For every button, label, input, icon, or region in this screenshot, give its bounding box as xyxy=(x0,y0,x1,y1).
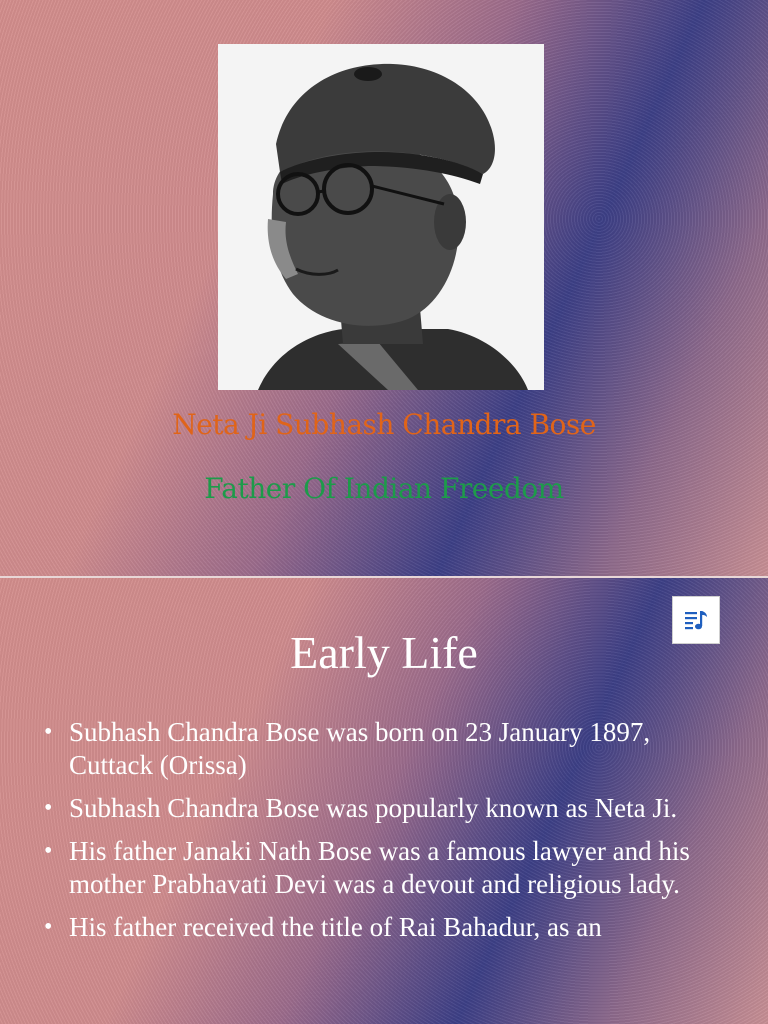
bullet-marker: • xyxy=(44,719,53,745)
portrait-photo xyxy=(218,44,544,390)
portrait-image xyxy=(218,44,544,390)
slide-early-life xyxy=(0,578,768,1024)
bullet-marker: • xyxy=(44,838,53,864)
bullet-text: Subhash Chandra Bose was born on 23 January 1897, Cuttack (Orissa) xyxy=(69,717,651,780)
bullet-text: Subhash Chandra Bose was popularly known as Neta Ji. xyxy=(69,793,678,823)
bullet-text: His father Janaki Nath Bose was a famous lawyer and his mother Prabhavati Devi was a devout and religious lady. xyxy=(69,836,690,899)
bullet-item xyxy=(44,911,734,944)
bullet-item xyxy=(44,835,734,901)
bullet-list xyxy=(44,716,734,954)
bullet-item xyxy=(44,716,734,782)
bullet-marker: • xyxy=(44,914,53,940)
bullet-text: His father received the title of Rai Bahadur, as an xyxy=(69,912,602,942)
slide-heading: Early Life xyxy=(290,627,478,678)
slide-subtitle: Father Of Indian Freedom xyxy=(204,472,564,505)
bullet-marker: • xyxy=(44,795,53,821)
bullet-item xyxy=(44,792,734,825)
slide-title-name: Neta Ji Subhash Chandra Bose xyxy=(172,408,596,441)
